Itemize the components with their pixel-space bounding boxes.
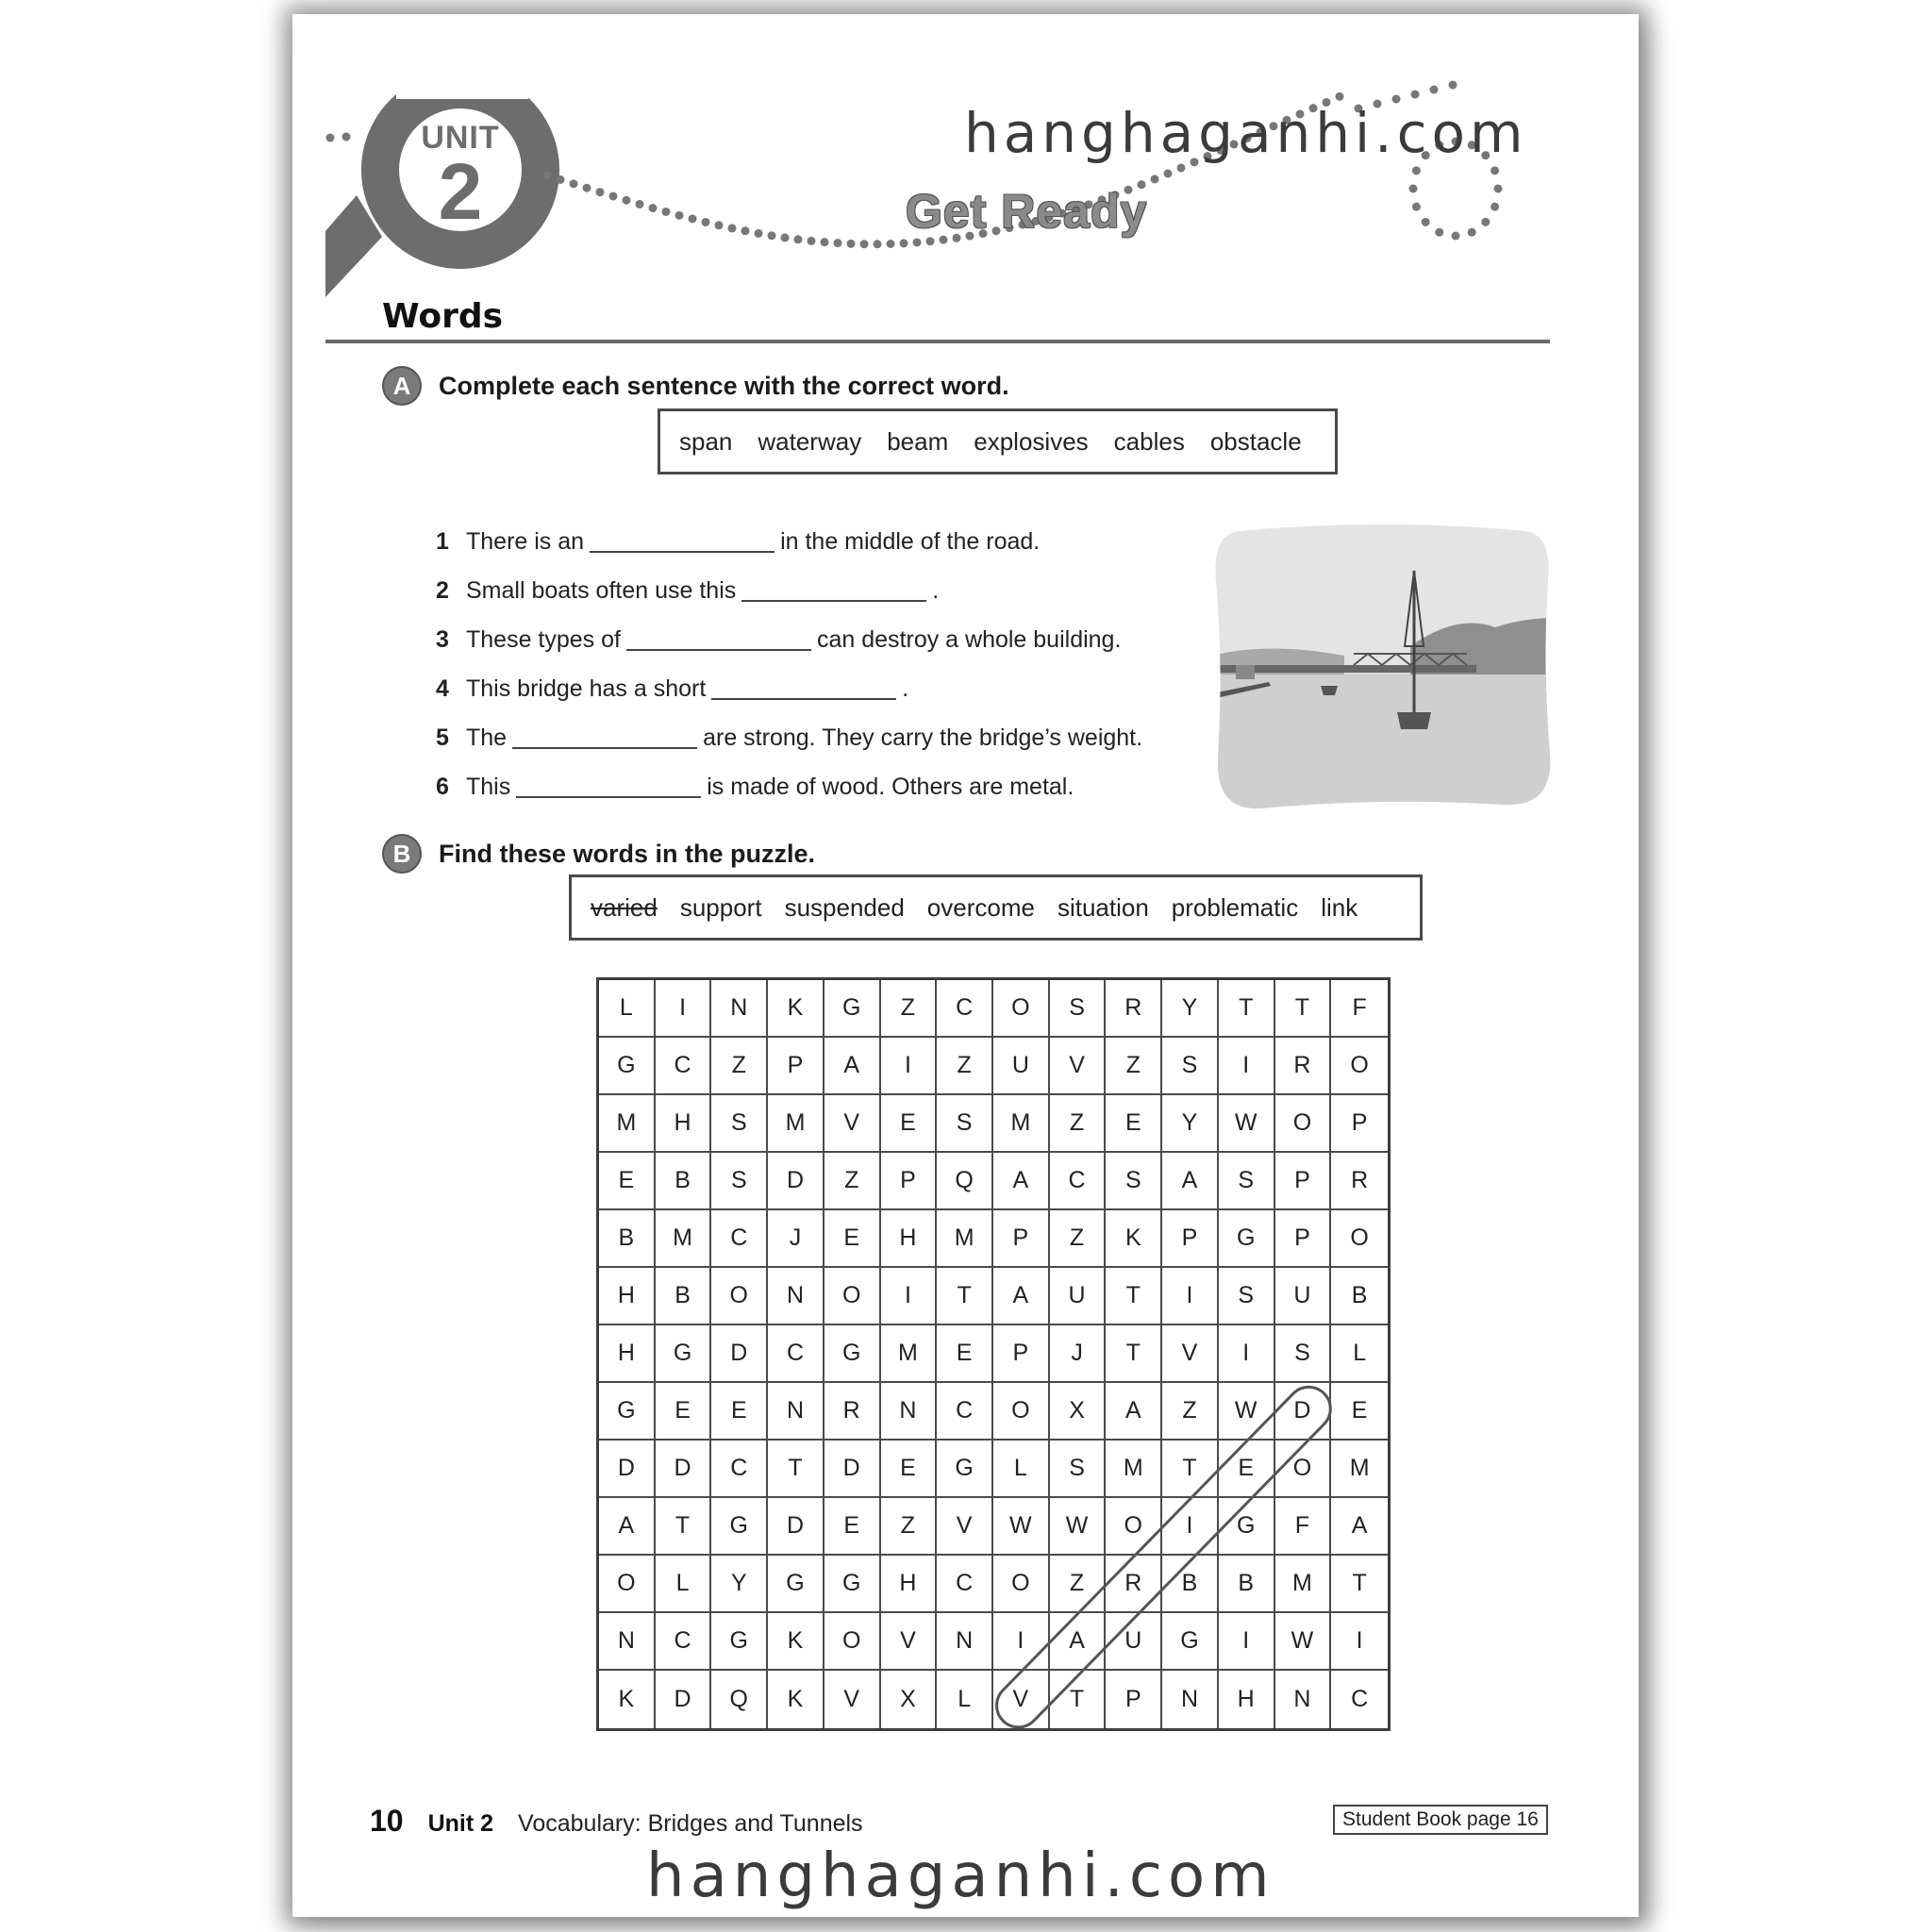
grid-cell[interactable]: G [1219, 1210, 1275, 1268]
grid-cell[interactable]: E [824, 1210, 881, 1268]
word-bank-item: suspended [784, 892, 905, 922]
grid-cell[interactable]: I [1219, 1325, 1275, 1383]
grid-cell[interactable]: T [937, 1268, 993, 1325]
grid-cell[interactable]: P [768, 1038, 824, 1095]
grid-cell[interactable]: O [993, 1556, 1050, 1613]
sentence-text-after: in the middle of the road. [780, 527, 1041, 555]
header-divider [325, 340, 1550, 343]
grid-cell[interactable]: S [1219, 1268, 1275, 1325]
grid-cell[interactable]: O [1106, 1498, 1162, 1556]
answer-blank[interactable] [516, 775, 701, 798]
page-footer [370, 1804, 863, 1839]
grid-cell[interactable]: I [881, 1268, 938, 1325]
grid-cell[interactable]: Z [1050, 1556, 1107, 1613]
grid-cell[interactable]: D [768, 1498, 824, 1556]
section-b-heading [382, 834, 815, 874]
word-bank-item: obstacle [1209, 426, 1302, 456]
grid-cell[interactable]: N [937, 1613, 993, 1671]
grid-cell[interactable]: N [599, 1613, 656, 1671]
grid-cell[interactable]: T [1050, 1671, 1107, 1728]
grid-cell[interactable]: G [656, 1325, 712, 1383]
grid-cell[interactable]: F [1331, 980, 1388, 1038]
grid-cell[interactable]: T [1275, 980, 1332, 1038]
grid-cell[interactable]: A [993, 1268, 1050, 1325]
grid-cell[interactable]: I [656, 980, 712, 1038]
grid-cell[interactable]: T [1331, 1556, 1388, 1613]
sentence-text-before: This bridge has a short [466, 675, 707, 702]
grid-cell[interactable]: G [1219, 1498, 1275, 1556]
grid-cell[interactable]: W [1275, 1613, 1332, 1671]
grid-cell[interactable]: C [711, 1210, 768, 1268]
grid-cell[interactable]: Z [1050, 1095, 1107, 1153]
grid-cell[interactable]: Z [881, 1498, 938, 1556]
grid-cell[interactable]: D [768, 1153, 824, 1210]
grid-cell[interactable]: P [1162, 1210, 1219, 1268]
grid-cell[interactable]: M [881, 1325, 938, 1383]
grid-cell[interactable]: T [1106, 1325, 1162, 1383]
word-bank-item: waterway [758, 426, 862, 456]
grid-cell[interactable]: C [656, 1038, 712, 1095]
grid-cell[interactable]: M [599, 1095, 656, 1153]
small-boat [1321, 686, 1338, 695]
grid-cell[interactable]: B [656, 1268, 712, 1325]
grid-cell[interactable]: P [1331, 1095, 1388, 1153]
grid-cell[interactable]: E [1219, 1441, 1275, 1498]
bridge-illustration [1212, 524, 1554, 811]
grid-cell[interactable]: Z [711, 1038, 768, 1095]
grid-cell[interactable]: L [656, 1556, 712, 1613]
word-bank-item: beam [887, 426, 949, 456]
grid-cell[interactable]: U [1275, 1268, 1332, 1325]
grid-cell[interactable]: Q [937, 1153, 993, 1210]
grid-cell[interactable]: A [599, 1498, 656, 1556]
grid-cell[interactable]: O [1331, 1210, 1388, 1268]
grid-cell[interactable]: Z [1162, 1383, 1219, 1441]
grid-cell[interactable]: Y [1162, 980, 1219, 1038]
grid-cell[interactable]: P [1275, 1210, 1332, 1268]
footer-unit: Unit 2 [427, 1810, 494, 1837]
grid-cell[interactable]: P [993, 1325, 1050, 1383]
grid-cell[interactable]: H [881, 1556, 938, 1613]
grid-cell[interactable]: M [656, 1210, 712, 1268]
grid-cell[interactable]: I [993, 1613, 1050, 1671]
grid-cell[interactable]: T [1219, 980, 1275, 1038]
grid-cell[interactable]: E [881, 1441, 938, 1498]
answer-blank[interactable] [741, 579, 926, 602]
section-title: Get Ready [906, 185, 1148, 238]
sentence-list [436, 517, 1172, 811]
sentence-text-before: There is an [466, 527, 585, 555]
grid-cell[interactable]: D [599, 1441, 656, 1498]
grid-cell[interactable]: W [1219, 1383, 1275, 1441]
grid-cell[interactable]: N [768, 1383, 824, 1441]
grid-cell[interactable]: O [1331, 1038, 1388, 1095]
grid-cell[interactable]: G [711, 1498, 768, 1556]
grid-cell[interactable]: B [1219, 1556, 1275, 1613]
grid-cell[interactable]: K [599, 1671, 656, 1728]
grid-cell[interactable]: V [881, 1613, 938, 1671]
grid-cell[interactable]: G [711, 1613, 768, 1671]
grid-cell[interactable]: G [599, 1383, 656, 1441]
answer-blank[interactable] [626, 628, 811, 651]
grid-cell[interactable]: Z [1106, 1038, 1162, 1095]
grid-cell[interactable]: T [656, 1498, 712, 1556]
grid-cell[interactable]: C [937, 980, 993, 1038]
grid-cell[interactable]: R [1106, 1556, 1162, 1613]
section-a-heading [382, 366, 1009, 406]
word-bank-item: link [1321, 892, 1358, 922]
grid-cell[interactable]: V [824, 1671, 881, 1728]
grid-cell[interactable]: I [881, 1038, 938, 1095]
grid-cell[interactable]: E [711, 1383, 768, 1441]
grid-cell[interactable]: Y [711, 1556, 768, 1613]
sentence-text-before: The [466, 724, 508, 751]
sentence-item [436, 615, 1172, 664]
grid-cell[interactable]: S [711, 1153, 768, 1210]
sentence-item [436, 566, 1172, 615]
grid-cell[interactable]: I [1162, 1498, 1219, 1556]
grid-cell[interactable]: A [824, 1038, 881, 1095]
grid-cell[interactable]: O [993, 980, 1050, 1038]
grid-cell[interactable]: C [768, 1325, 824, 1383]
grid-cell[interactable]: S [1219, 1153, 1275, 1210]
word-bank-item: overcome [926, 892, 1035, 922]
grid-cell[interactable]: H [599, 1268, 656, 1325]
word-bank-item: support [679, 892, 762, 922]
grid-cell[interactable]: X [1050, 1383, 1107, 1441]
grid-cell[interactable]: U [993, 1038, 1050, 1095]
section-b-instruction: Find these words in the puzzle. [439, 839, 816, 868]
grid-cell[interactable]: L [993, 1441, 1050, 1498]
grid-cell[interactable]: A [1106, 1383, 1162, 1441]
word-bank-item: explosives [974, 426, 1089, 456]
grid-cell[interactable]: H [1219, 1671, 1275, 1728]
grid-cell[interactable]: G [768, 1556, 824, 1613]
grid-cell[interactable]: M [1106, 1441, 1162, 1498]
grid-cell[interactable]: E [881, 1095, 938, 1153]
grid-cell[interactable]: P [1106, 1671, 1162, 1728]
grid-cell[interactable]: Z [1050, 1210, 1107, 1268]
grid-cell[interactable]: E [937, 1325, 993, 1383]
grid-cell[interactable]: K [768, 980, 824, 1038]
footer-title: Vocabulary: Bridges and Tunnels [518, 1810, 863, 1837]
grid-cell[interactable]: J [768, 1210, 824, 1268]
workbook-page [292, 14, 1639, 1917]
sentence-item [436, 713, 1172, 762]
subsection-title: Words [382, 297, 504, 336]
grid-cell[interactable]: K [1106, 1210, 1162, 1268]
grid-cell[interactable]: K [768, 1613, 824, 1671]
page-number: 10 [370, 1804, 404, 1838]
sentence-text-after: . [902, 675, 909, 702]
grid-cell[interactable]: E [656, 1383, 712, 1441]
grid-cell[interactable]: G [937, 1441, 993, 1498]
watermark-top: hanghaganhi.com [964, 101, 1528, 165]
grid-cell[interactable]: I [1162, 1268, 1219, 1325]
sentence-text-before: Small boats often use this [466, 576, 737, 604]
grid-cell[interactable]: V [993, 1671, 1050, 1728]
grid-cell[interactable]: S [937, 1095, 993, 1153]
grid-cell[interactable]: J [1050, 1325, 1107, 1383]
grid-cell[interactable]: N [1162, 1671, 1219, 1728]
grid-cell[interactable]: W [993, 1498, 1050, 1556]
sentence-number: 3 [436, 625, 449, 653]
sailboat [1397, 712, 1431, 729]
grid-cell[interactable]: S [1050, 1441, 1107, 1498]
grid-cell[interactable]: T [1106, 1268, 1162, 1325]
answer-blank[interactable] [711, 677, 896, 700]
section-b-badge: B [382, 834, 422, 874]
word-bank-item: situation [1057, 892, 1149, 922]
grid-cell[interactable]: C [1351, 1686, 1369, 1712]
grid-cell[interactable]: O [824, 1268, 881, 1325]
grid-cell[interactable]: M [768, 1095, 824, 1153]
grid-cell[interactable]: I [1219, 1613, 1275, 1671]
grid-cell[interactable]: B [1162, 1556, 1219, 1613]
grid-cell[interactable]: L [937, 1671, 993, 1728]
unit-label: UNIT [421, 120, 500, 156]
grid-cell[interactable]: Z [824, 1153, 881, 1210]
grid-cell[interactable]: R [824, 1383, 881, 1441]
answer-blank[interactable] [590, 530, 774, 553]
grid-cell[interactable]: Z [937, 1038, 993, 1095]
grid-cell[interactable]: T [1162, 1441, 1219, 1498]
answer-blank[interactable] [512, 726, 697, 749]
grid-cell[interactable]: O [599, 1556, 656, 1613]
sentence-text-after: are strong. They carry the bridge’s weight. [703, 724, 1143, 751]
grid-cell[interactable]: D [824, 1441, 881, 1498]
grid-cell[interactable]: E [1331, 1383, 1388, 1441]
grid-cell[interactable]: V [1050, 1038, 1107, 1095]
grid-cell[interactable]: Z [881, 980, 938, 1038]
grid-cell[interactable]: E [1106, 1095, 1162, 1153]
grid-cell[interactable]: M [1331, 1441, 1388, 1498]
grid-cell[interactable]: W [1219, 1095, 1275, 1153]
sentence-number: 2 [436, 576, 449, 604]
dotted-path-decoration [326, 133, 351, 142]
sentence-number: 1 [436, 527, 449, 555]
grid-cell[interactable]: N [711, 980, 768, 1038]
grid-cell[interactable]: E [824, 1498, 881, 1556]
sentence-text-before: This [466, 773, 511, 800]
grid-cell[interactable]: O [1275, 1095, 1332, 1153]
grid-cell[interactable]: S [1050, 980, 1107, 1038]
grid-cell[interactable]: A [1162, 1153, 1219, 1210]
word-search-grid [596, 977, 1391, 1731]
grid-cell[interactable]: V [937, 1498, 993, 1556]
grid-cell[interactable]: D [656, 1441, 712, 1498]
grid-cell[interactable]: G [824, 980, 881, 1038]
grid-cell[interactable]: O [711, 1268, 768, 1325]
sentence-number: 6 [436, 773, 449, 800]
grid-cell[interactable]: P [1275, 1153, 1332, 1210]
grid-cell[interactable]: A [993, 1153, 1050, 1210]
sentence-item [436, 664, 1172, 713]
grid-cell[interactable]: C [711, 1441, 768, 1498]
grid-cell[interactable]: S [711, 1095, 768, 1153]
grid-cell[interactable]: D [656, 1671, 712, 1728]
student-book-reference: Student Book page 16 [1333, 1805, 1548, 1835]
grid-cell[interactable]: F [1275, 1498, 1332, 1556]
grid-cell[interactable]: A [1331, 1498, 1388, 1556]
grid-cell[interactable]: K [768, 1671, 824, 1728]
grid-cell[interactable]: B [656, 1153, 712, 1210]
grid-cell[interactable]: D [1275, 1383, 1332, 1441]
grid-cell[interactable]: R [1106, 980, 1162, 1038]
word-bank-item: cables [1113, 426, 1185, 456]
sentence-text-after: is made of wood. Others are metal. [707, 773, 1074, 800]
grid-cell[interactable]: M [937, 1210, 993, 1268]
grid-cell[interactable]: M [1275, 1556, 1332, 1613]
grid-cell[interactable]: N [1275, 1671, 1332, 1728]
sentence-number: 4 [436, 675, 449, 702]
sentence-text-before: These types of [466, 625, 621, 653]
grid-cell[interactable]: R [1275, 1038, 1332, 1095]
grid-cell[interactable]: V [824, 1095, 881, 1153]
grid-cell[interactable]: O [824, 1613, 881, 1671]
word-bank-item-found: varied [591, 892, 658, 922]
sentence-number: 5 [436, 724, 449, 751]
grid-cell[interactable]: U [1050, 1268, 1107, 1325]
word-bank-item: problematic [1171, 892, 1299, 922]
grid-cell[interactable]: C [1050, 1153, 1107, 1210]
grid-cell[interactable]: B [599, 1210, 656, 1268]
grid-cell[interactable]: G [824, 1325, 881, 1383]
grid-cell[interactable]: G [1162, 1613, 1219, 1671]
sentence-text-after: can destroy a whole building. [816, 625, 1122, 653]
grid-cell[interactable]: H [656, 1095, 712, 1153]
unit-number: 2 [438, 147, 483, 236]
grid-cell[interactable]: W [1050, 1498, 1107, 1556]
grid-cell[interactable]: B [1331, 1268, 1388, 1325]
grid-cell[interactable]: P [881, 1153, 938, 1210]
grid-cell[interactable]: Y [1162, 1095, 1219, 1153]
grid-cell[interactable]: P [993, 1210, 1050, 1268]
grid-cell[interactable]: I [1331, 1613, 1388, 1671]
grid-cell[interactable]: L [599, 980, 656, 1038]
sentence-item [436, 762, 1172, 811]
grid-cell[interactable]: N [768, 1268, 824, 1325]
grid-cell[interactable]: H [881, 1210, 938, 1268]
grid-cell[interactable]: S [1275, 1325, 1332, 1383]
grid-cell[interactable]: S [1162, 1038, 1219, 1095]
grid-cell[interactable]: G [599, 1038, 656, 1095]
section-a-badge: A [382, 366, 422, 406]
grid-cell[interactable]: O [1275, 1441, 1332, 1498]
grid-cell[interactable]: C [937, 1556, 993, 1613]
sentence-text-after: . [932, 576, 940, 604]
grid-cell[interactable]: N [881, 1383, 938, 1441]
grid-cell[interactable]: L [1331, 1325, 1388, 1383]
grid-cell[interactable]: H [599, 1325, 656, 1383]
grid-cell[interactable]: C [937, 1383, 993, 1441]
word-bank-item: span [679, 426, 733, 456]
grid-cell[interactable]: G [824, 1556, 881, 1613]
grid-cell[interactable]: V [1162, 1325, 1219, 1383]
grid-cell[interactable]: E [599, 1153, 656, 1210]
grid-cell[interactable]: O [993, 1383, 1050, 1441]
grid-cell[interactable]: R [1331, 1153, 1388, 1210]
grid-cell[interactable]: C [656, 1613, 712, 1671]
watermark-bottom: hanghaganhi.com [646, 1841, 1275, 1911]
grid-cell[interactable]: I [1219, 1038, 1275, 1095]
grid-cell[interactable]: T [768, 1441, 824, 1498]
section-a-word-bank [658, 408, 1338, 475]
section-a-instruction: Complete each sentence with the correct word. [439, 371, 1009, 400]
sentence-item [436, 517, 1172, 566]
grid-cell[interactable]: M [993, 1095, 1050, 1153]
grid-cell[interactable]: S [1106, 1153, 1162, 1210]
grid-cell[interactable]: X [881, 1671, 938, 1728]
grid-cell[interactable]: Q [711, 1671, 768, 1728]
section-b-word-bank [569, 874, 1423, 941]
grid-cell[interactable]: A [1050, 1613, 1107, 1671]
grid-cell[interactable]: D [711, 1325, 768, 1383]
grid-cell[interactable]: U [1106, 1613, 1162, 1671]
water [1212, 675, 1554, 811]
